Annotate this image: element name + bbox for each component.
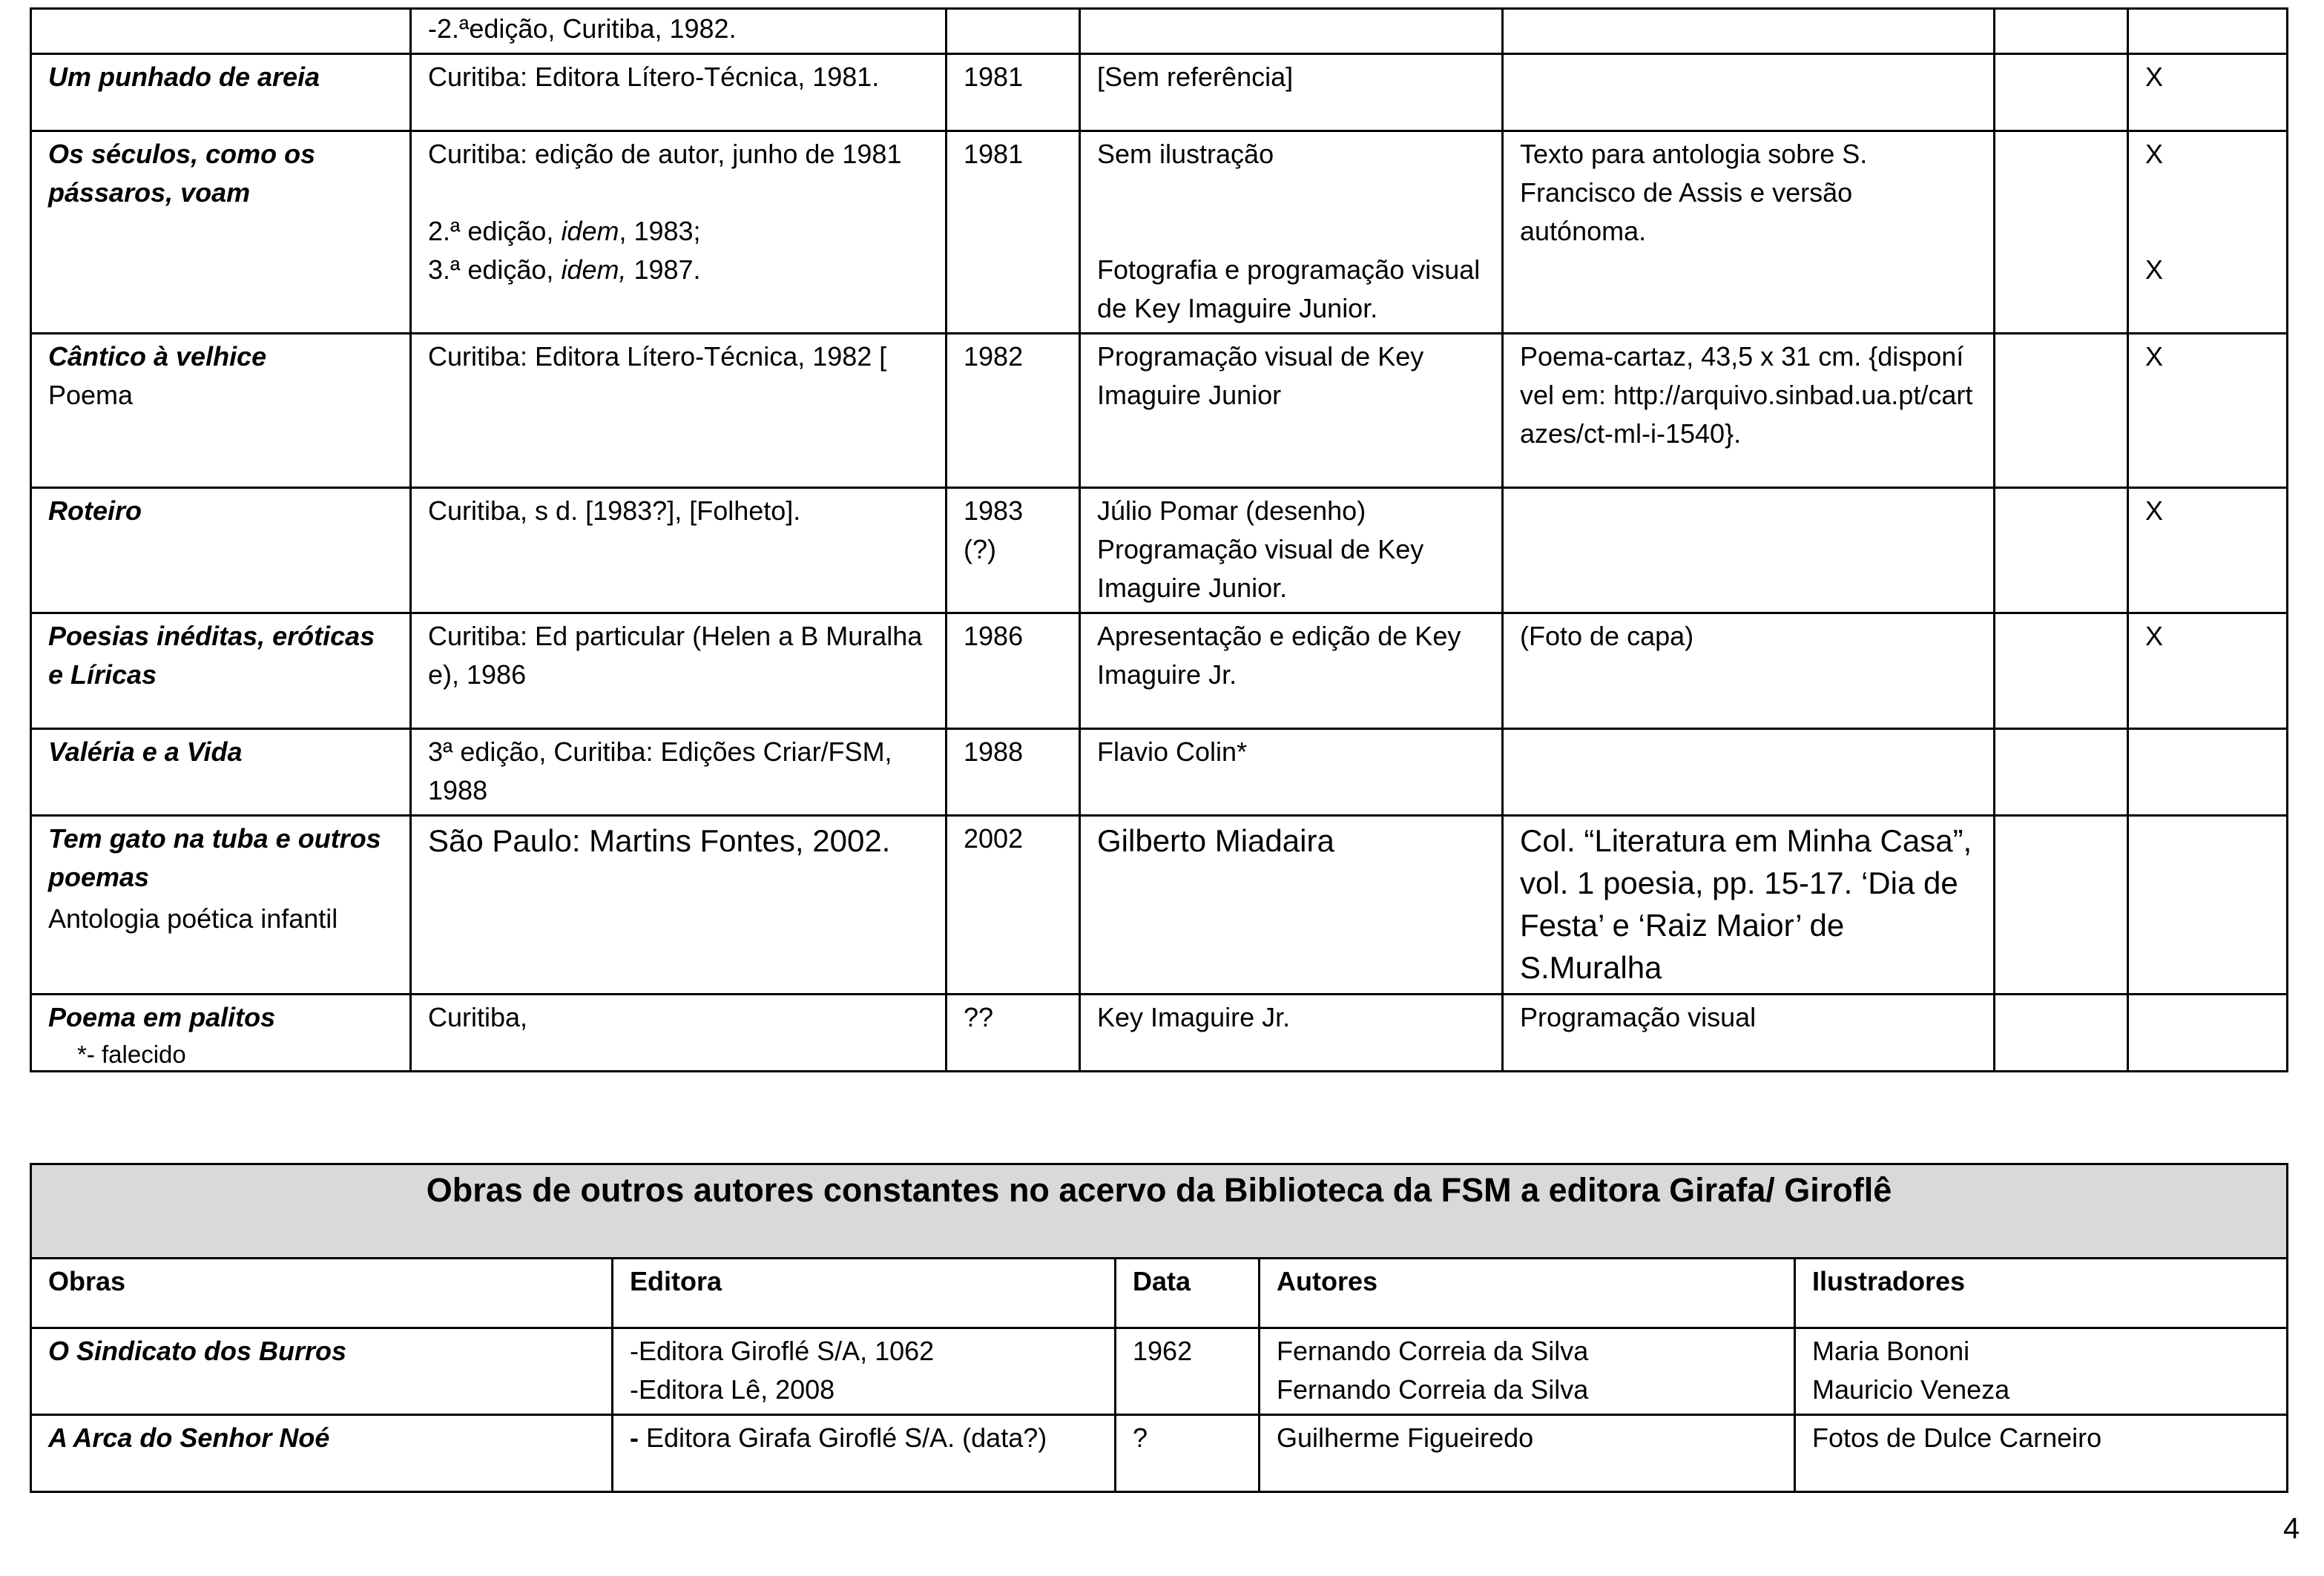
notes-cell: Texto para antologia sobre S. Francisco de Assis e versão autónoma. — [1503, 131, 1995, 334]
work-title: Os séculos, como os pássaros, voam — [48, 139, 316, 208]
year-cell: 1986 — [947, 613, 1080, 729]
edition-cell: Curitiba: Editora Lítero-Técnica, 1981. — [411, 54, 947, 131]
work-title: Valéria e a Vida — [48, 736, 243, 767]
col7-cell — [2128, 334, 2288, 488]
table-header-row — [31, 1259, 2288, 1328]
mark-x: X — [2145, 139, 2164, 169]
illustration-cell: Gilberto Miadaira — [1080, 816, 1503, 995]
works-table — [30, 7, 2288, 1072]
obra-cell: A Arca do Senhor Noé — [31, 1415, 613, 1492]
col6-cell — [1995, 334, 2128, 488]
header-autores: Autores — [1260, 1259, 1795, 1328]
title-cell — [31, 816, 411, 995]
illustration-cell: [Sem referência] — [1080, 54, 1503, 131]
notes-cell: Poema-cartaz, 43,5 x 31 cm. {disponível em: http://arquivo.sinbad.ua.pt/cartazes/ct-ml-i-1540}. — [1503, 334, 1995, 488]
col6-cell — [1995, 613, 2128, 729]
notes-cell — [1503, 729, 1995, 816]
edition-cell: Curitiba: edição de autor, junho de 1981 2.ª edição, idem, 1983; 3.ª edição, idem, 1987. — [411, 131, 947, 334]
table-row — [31, 54, 2288, 131]
illustration-cell: Apresentação e edição de Key Imaguire Jr. — [1080, 613, 1503, 729]
notes-cell: Programação visual — [1503, 995, 1995, 1072]
year-cell — [947, 9, 1080, 54]
work-title: Poema em palitos — [48, 1002, 276, 1032]
year-cell: 2002 — [947, 816, 1080, 995]
title-cell — [31, 613, 411, 729]
editora-cell: -Editora Giroflé S/A, 1062 -Editora Lê, 2008 — [613, 1328, 1116, 1415]
edition-cell: Curitiba, s d. [1983?], [Folheto]. — [411, 488, 947, 613]
mark-x: X — [2145, 341, 2164, 372]
year-cell: 1988 — [947, 729, 1080, 816]
work-subtitle: Antologia poética infantil — [48, 903, 338, 934]
edition-cell: Curitiba: Ed particular (Helen a B Muralha e), 1986 — [411, 613, 947, 729]
table-row — [31, 995, 2288, 1072]
table-title-row — [31, 1164, 2288, 1259]
year-cell: 1983 (?) — [947, 488, 1080, 613]
col7-cell — [2128, 816, 2288, 995]
autores-cell: Guilherme Figueiredo — [1260, 1415, 1795, 1492]
title-cell — [31, 54, 411, 131]
work-title: Cântico à velhice — [48, 341, 267, 372]
col7-cell — [2128, 488, 2288, 613]
header-obras: Obras — [31, 1259, 613, 1328]
mark-x: X — [2145, 62, 2164, 92]
table-row — [31, 488, 2288, 613]
col6-cell — [1995, 131, 2128, 334]
work-title: Tem gato na tuba e outros poemas — [48, 823, 381, 892]
year-cell: ?? — [947, 995, 1080, 1072]
col6-cell — [1995, 9, 2128, 54]
data-cell: ? — [1116, 1415, 1260, 1492]
title-cell — [31, 488, 411, 613]
work-subtitle: Poema — [48, 380, 134, 410]
col7-cell — [2128, 54, 2288, 131]
mark-x: X — [2145, 495, 2164, 526]
obra-cell: O Sindicato dos Burros — [31, 1328, 613, 1415]
table-row — [31, 131, 2288, 334]
work-title: Um punhado de areia — [48, 62, 320, 92]
work-title: Roteiro — [48, 495, 142, 526]
autores-cell: Fernando Correia da Silva Fernando Correia da Silva — [1260, 1328, 1795, 1415]
table-row — [31, 9, 2288, 54]
notes-cell — [1503, 54, 1995, 131]
mark-x: X — [2145, 621, 2164, 651]
edition-cell: Curitiba: Editora Lítero-Técnica, 1982 [ — [411, 334, 947, 488]
illustration-cell: Flavio Colin* — [1080, 729, 1503, 816]
footnote: *- falecido — [77, 1041, 186, 1068]
title-cell — [31, 9, 411, 54]
notes-cell — [1503, 9, 1995, 54]
editora-cell: - Editora Girafa Giroflé S/A. (data?) — [613, 1415, 1116, 1492]
col6-cell — [1995, 995, 2128, 1072]
table-row — [31, 729, 2288, 816]
col6-cell — [1995, 729, 2128, 816]
title-cell — [31, 334, 411, 488]
table-row — [31, 613, 2288, 729]
year-cell: 1981 — [947, 131, 1080, 334]
edition-cell: Curitiba, — [411, 995, 947, 1072]
edition-cell: São Paulo: Martins Fontes, 2002. — [411, 816, 947, 995]
table-row — [31, 816, 2288, 995]
table-row — [31, 334, 2288, 488]
illustration-cell: Júlio Pomar (desenho) Programação visual de Key Imaguire Junior. — [1080, 488, 1503, 613]
header-editora: Editora — [613, 1259, 1116, 1328]
col6-cell — [1995, 488, 2128, 613]
header-ilustradores: Ilustradores — [1795, 1259, 2288, 1328]
year-cell: 1981 — [947, 54, 1080, 131]
col7-cell — [2128, 131, 2288, 334]
col7-cell — [2128, 613, 2288, 729]
illustration-cell: Sem ilustração Fotografia e programação visual de Key Imaguire Junior. — [1080, 131, 1503, 334]
col7-cell — [2128, 9, 2288, 54]
edition-cell: -2.ªedição, Curitiba, 1982. — [411, 9, 947, 54]
notes-cell: Col. “Literatura em Minha Casa”, vol. 1 poesia, pp. 15-17. ‘Dia de Festa’ e ‘Raiz Maior’ de S.Muralha — [1503, 816, 1995, 995]
illustration-cell: Key Imaguire Jr. — [1080, 995, 1503, 1072]
year-cell: 1982 — [947, 334, 1080, 488]
table-title: Obras de outros autores constantes no acervo da Biblioteca da FSM a editora Girafa/ Giroflê — [31, 1164, 2288, 1259]
ilustradores-cell: Maria Bononi Mauricio Veneza — [1795, 1328, 2288, 1415]
col6-cell — [1995, 54, 2128, 131]
col7-cell — [2128, 729, 2288, 816]
other-authors-table — [30, 1163, 2288, 1493]
data-cell: 1962 — [1116, 1328, 1260, 1415]
notes-cell: (Foto de capa) — [1503, 613, 1995, 729]
col7-cell — [2128, 995, 2288, 1072]
title-cell — [31, 131, 411, 334]
table-row — [31, 1328, 2288, 1415]
mark-x: X — [2145, 254, 2164, 285]
work-title: Poesias inéditas, eróticas e Líricas — [48, 621, 375, 690]
notes-cell — [1503, 488, 1995, 613]
title-cell — [31, 729, 411, 816]
illustration-cell: Programação visual de Key Imaguire Junior — [1080, 334, 1503, 488]
header-data: Data — [1116, 1259, 1260, 1328]
page-number: 4 — [2283, 1512, 2300, 1545]
col6-cell — [1995, 816, 2128, 995]
illustration-cell — [1080, 9, 1503, 54]
table-row — [31, 1415, 2288, 1492]
ilustradores-cell: Fotos de Dulce Carneiro — [1795, 1415, 2288, 1492]
edition-cell: 3ª edição, Curitiba: Edições Criar/FSM, 1988 — [411, 729, 947, 816]
